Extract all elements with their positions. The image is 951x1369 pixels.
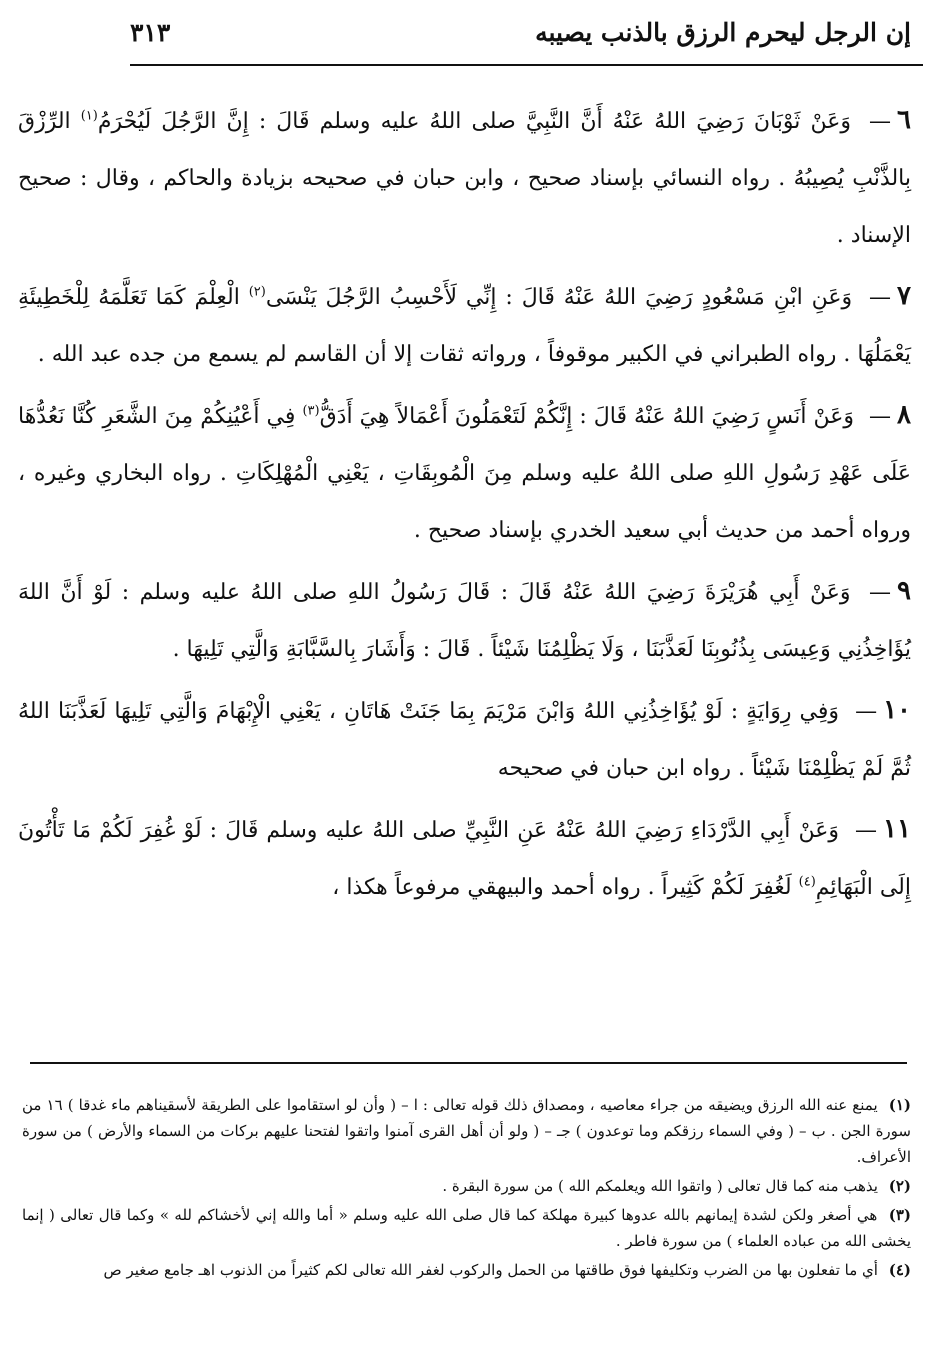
- running-head: [130, 10, 911, 54]
- hadith-paragraph-6: ٦— وَعَنْ ثَوْبَانَ رَضِيَ اللهُ عَنْهُ أَنَّ النَّبِيَّ صلى اللهُ عليه وسلم قَالَ : إِنَّ الرَّجُلَ لَيُحْرَمُ$^{(١)}$ الرِّزْقَ بِالذَّنْبِ يُصِيبُهُ . رواه النسائي بإسناد صحيح ، وابن حبان في صحيحه بزيادة والحاكم ، وقال : صحيح الإسناد .: [18, 105, 911, 248]
- hadith-number: ٩: [897, 576, 912, 606]
- hadith-number: ١٠: [883, 695, 912, 725]
- header-rule: [130, 64, 923, 66]
- hadith-text-continued: الْعِلْمَ كَمَا تَعَلَّمَهُ لِلْخَطِيئَةِ يَعْمَلُهَا . رواه الطبراني في الكبير موقوفاً ، ورواته ثقات إلا أن القاسم لم يسمع من جده عبد الله .: [18, 285, 911, 367]
- hadith-paragraph-11: ١١— وَعَنْ أَبِي الدَّرْدَاءِ رَضِيَ اللهُ عَنْهُ عَنِ النَّبِيِّ صلى اللهُ عليه وسلم قَالَ : لَوْ غُفِرَ لَكُمْ مَا تَأْتُونَ إِلَى الْبَهَائِمِ$^{(٤)}$ لَغُفِرَ لَكُمْ كَثِيراً . رواه أحمد والبيهقي مرفوعاً هكذا ،: [18, 814, 911, 900]
- hadith-text: وَعَنِ ابْنِ مَسْعُودٍ رَضِيَ اللهُ عَنْهُ قَالَ : إِنِّي لَأَحْسِبُ الرَّجُلَ يَنْسَى: [265, 285, 853, 310]
- hadith-number: ١١: [883, 814, 911, 844]
- hadith-text-continued: الرِّزْقَ بِالذَّنْبِ يُصِيبُهُ . رواه النسائي بإسناد صحيح ، وابن حبان في صحيحه بزيادة والحاكم ، وقال : صحيح الإسناد .: [18, 109, 911, 248]
- footnote-3: [22, 1202, 911, 1254]
- footnote-marker: (١): [80, 108, 98, 124]
- hadith-number: ٦: [897, 105, 911, 135]
- footnote-number: (٢): [888, 1177, 911, 1195]
- footnote-4: [22, 1257, 911, 1283]
- footnote-number: (٣): [888, 1206, 911, 1224]
- hadith-paragraph-7: ٧— وَعَنِ ابْنِ مَسْعُودٍ رَضِيَ اللهُ عَنْهُ قَالَ : إِنِّي لَأَحْسِبُ الرَّجُلَ يَنْسَى$^{(٢)}$ الْعِلْمَ كَمَا تَعَلَّمَهُ لِلْخَطِيئَةِ يَعْمَلُهَا . رواه الطبراني في الكبير موقوفاً ، ورواته ثقات إلا أن القاسم لم يسمع من جده عبد الله .: [18, 281, 911, 367]
- footnote-1: [22, 1092, 911, 1170]
- hadith-text-continued: لَغُفِرَ لَكُمْ كَثِيراً . رواه أحمد والبيهقي مرفوعاً هكذا ،: [332, 875, 792, 900]
- footnote-2: [22, 1173, 911, 1199]
- hadith-text: وَعَنْ أَنَسٍ رَضِيَ اللهُ عَنْهُ قَالَ : إِنَّكُمْ لَتَعْمَلُونَ أَعْمَالاً هِيَ أَدَقُّ: [319, 404, 854, 429]
- hadith-paragraph-8: ٨— وَعَنْ أَنَسٍ رَضِيَ اللهُ عَنْهُ قَالَ : إِنَّكُمْ لَتَعْمَلُونَ أَعْمَالاً هِيَ أَدَقُّ$^{(٣)}$ فِي أَعْيُنِكُمْ مِنَ الشَّعَرِ كُنَّا نَعُدُّهَا عَلَى عَهْدِ رَسُولِ اللهِ صلى اللهُ عليه وسلم مِنَ الْمُوبِقَاتِ ، يَعْنِي الْمُهْلِكَاتِ . رواه البخاري وغيره ، ورواه أحمد من حديث أبي سعيد الخدري بإسناد صحيح .: [18, 400, 911, 543]
- hadith-paragraph-9: ٩— وَعَنْ أَبِي هُرَيْرَةَ رَضِيَ اللهُ عَنْهُ قَالَ : قَالَ رَسُولُ اللهِ صلى اللهُ عليه وسلم : لَوْ أَنَّ اللهَ يُؤَاخِذُنِي وَعِيسَى بِذُنُوبِنَا لَعَذَّبَنَا ، وَلَا يَظْلِمُنَا شَيْئاً . قَالَ : وَأَشَارَ بِالسَّبَّابَةِ وَالَّتِي تَلِيهَا .: [18, 576, 912, 662]
- footnote-marker: (٢): [248, 284, 266, 300]
- hadith-text: وَعَنْ أَبِي الدَّرْدَاءِ رَضِيَ اللهُ عَنْهُ عَنِ النَّبِيِّ صلى اللهُ عليه وسلم قَالَ : لَوْ غُفِرَ لَكُمْ مَا تَأْتُونَ إِلَى الْبَهَائِمِ: [18, 818, 911, 900]
- footnote-text: يمنع عنه الله الرزق ويضيقه من جراء معاصيه ، ومصداق ذلك قوله تعالى : ا – ( وأن لو استقاموا على الطريقة لأسقيناهم ماء غدقا ) ١٦ من سورة الجن . ب – ( وفي السماء رزقكم وما توعدون ) جـ – ( ولو أن أهل القرى آمنوا واتقوا لفتحنا عليهم بركات من السماء والأرض ) من سورة الأعراف.: [22, 1096, 911, 1166]
- hadith-text: وَعَنْ أَبِي هُرَيْرَةَ رَضِيَ اللهُ عَنْهُ قَالَ : قَالَ رَسُولُ اللهِ صلى اللهُ عليه وسلم : لَوْ أَنَّ اللهَ يُؤَاخِذُنِي وَعِيسَى بِذُنُوبِنَا لَعَذَّبَنَا ، وَلَا يَظْلِمُنَا شَيْئاً . قَالَ : وَأَشَارَ بِالسَّبَّابَةِ وَالَّتِي تَلِيهَا .: [18, 580, 911, 662]
- hadith-number: ٧: [897, 281, 911, 311]
- footnote-marker: (٣): [302, 403, 320, 419]
- footnote-rule: [30, 1062, 907, 1064]
- hadith-text: وَفِي رِوَايَةٍ : لَوْ يُؤَاخِذُنِي اللهُ وَابْنَ مَرْيَمَ بِمَا جَنَتْ هَاتَانِ ، يَعْنِي الْإِبْهَامَ وَالَّتِي تَلِيهَا لَعَذَّبَنَا اللهُ ثُمَّ لَمْ يَظْلِمْنَا شَيْئاً . رواه ابن حبان في صحيحه: [18, 699, 911, 781]
- footnote-marker: (٤): [798, 874, 816, 890]
- hadith-text-continued: فِي أَعْيُنِكُمْ مِنَ الشَّعَرِ كُنَّا نَعُدُّهَا عَلَى عَهْدِ رَسُولِ اللهِ صلى اللهُ عليه وسلم مِنَ الْمُوبِقَاتِ ، يَعْنِي الْمُهْلِكَاتِ . رواه البخاري وغيره ، ورواه أحمد من حديث أبي سعيد الخدري بإسناد صحيح .: [18, 404, 911, 543]
- running-title: إن الرجل ليحرم الرزق بالذنب يصيبه: [535, 17, 911, 47]
- footnote-number: (٤): [888, 1261, 911, 1279]
- footnote-number: (١): [888, 1096, 911, 1114]
- footnote-text: هي أصغر ولكن لشدة إيمانهم بالله عدوها كبيرة مهلكة كما قال صلى الله عليه وسلم « أما والله إني لأخشاكم لله » وكما قال تعالى ( إنما يخشى الله من عباده العلماء ) من سورة فاطر .: [22, 1206, 911, 1250]
- footnote-text: أي ما تفعلون بها من الضرب وتكليفها فوق طاقتها من الحمل والركوب لغفر الله تعالى لكم كثيراً من الذنوب اهـ جامع صغير ص: [103, 1261, 878, 1279]
- page-number: ٣١٣: [130, 17, 171, 47]
- hadith-text: وَعَنْ ثَوْبَانَ رَضِيَ اللهُ عَنْهُ أَنَّ النَّبِيَّ صلى اللهُ عليه وسلم قَالَ : إِنَّ الرَّجُلَ لَيُحْرَمُ: [97, 109, 851, 134]
- footnotes: [22, 1092, 911, 1286]
- hadith-paragraph-10: ١٠— وَفِي رِوَايَةٍ : لَوْ يُؤَاخِذُنِي اللهُ وَابْنَ مَرْيَمَ بِمَا جَنَتْ هَاتَانِ ، يَعْنِي الْإِبْهَامَ وَالَّتِي تَلِيهَا لَعَذَّبَنَا اللهُ ثُمَّ لَمْ يَظْلِمْنَا شَيْئاً . رواه ابن حبان في صحيحه: [18, 695, 912, 781]
- hadith-number: ٨: [897, 400, 911, 430]
- footnote-text: يذهب منه كما قال تعالى ( واتقوا الله ويعلمكم الله ) من سورة البقرة .: [442, 1177, 878, 1195]
- main-text: [18, 92, 911, 920]
